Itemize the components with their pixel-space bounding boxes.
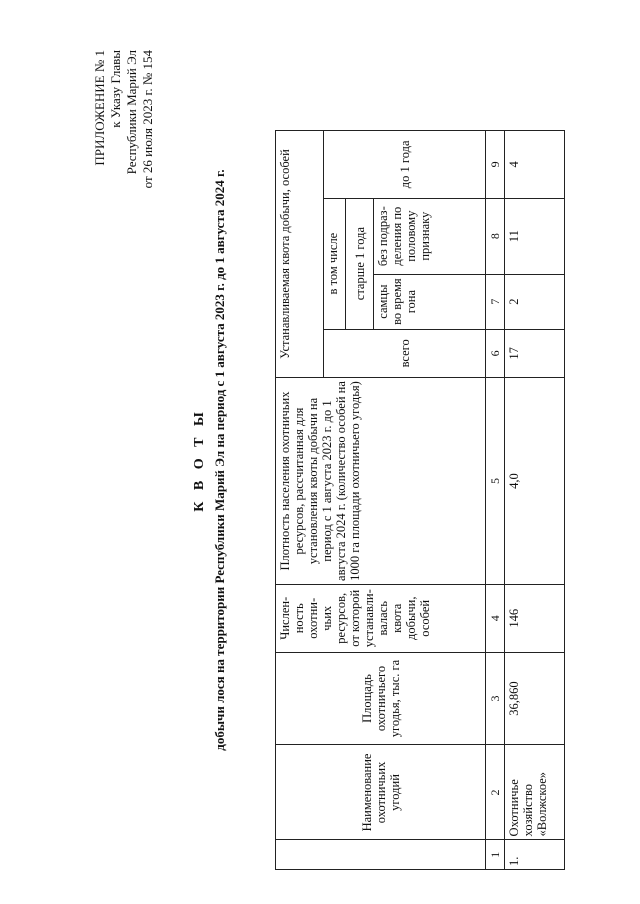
document-title: К В О Т Ы <box>192 408 207 512</box>
column-number: 8 <box>486 198 505 274</box>
table-row <box>505 131 565 870</box>
header-density: Плотность населения охотничьих ресурсов, рассчитанная для установления квоты добычи на период с 1 августа 2023 г. до 1 августа 2024 г. (количество особей на 1000 га площади охотничьего угодья) <box>276 378 486 585</box>
header-col1 <box>276 840 486 870</box>
header-no-sex-division: без подраз-деления по половому признаку <box>374 198 486 274</box>
row-name: Охотничье хозяйство «Волжское» <box>505 745 565 840</box>
row-young: 4 <box>505 131 565 199</box>
header-older-than-one: старше 1 года <box>346 198 374 329</box>
column-number: 3 <box>486 652 505 745</box>
rotated-document-page <box>80 50 549 870</box>
header-population-count: Числен-ность охотни-чьих ресурсов, от которой устанавли-валась квота добычи, особей <box>276 585 486 653</box>
header-males-rut: самцы во время гона <box>374 274 486 329</box>
row-total: 17 <box>505 329 565 378</box>
header-hunting-grounds: Наименование охотничьих угодий <box>276 745 486 840</box>
column-number: 1 <box>486 840 505 870</box>
header-area: Площадь охотничьего угодья, тыс. га <box>276 652 486 745</box>
column-number: 9 <box>486 131 505 199</box>
row-density: 4,0 <box>505 378 565 585</box>
appendix-line: Республики Марий Эл <box>124 50 139 175</box>
column-number: 4 <box>486 585 505 653</box>
row-males: 2 <box>505 274 565 329</box>
header-in-number: в том числе <box>324 198 346 329</box>
header-under-one-year: до 1 года <box>324 131 486 199</box>
header-quota-group: Устанавливаемая квота добычи, особей <box>276 131 324 378</box>
appendix-line: к Указу Главы <box>108 50 123 128</box>
column-number: 2 <box>486 745 505 840</box>
column-number: 6 <box>486 329 505 378</box>
appendix-date-line: от 26 июля 2023 г. № 154 <box>140 50 155 189</box>
appendix-block <box>92 50 156 188</box>
header-total: всего <box>324 329 486 378</box>
row-count: 146 <box>505 585 565 653</box>
column-number: 5 <box>486 378 505 585</box>
quota-table <box>275 130 565 870</box>
row-area: 36,860 <box>505 652 565 745</box>
row-nosex: 11 <box>505 198 565 274</box>
column-number: 7 <box>486 274 505 329</box>
row-number: 1. <box>505 840 565 870</box>
document-subtitle: добычи лося на территории Республики Марий Эл на период с 1 августа 2023 г. до 1 августа 2024 г. <box>212 169 227 751</box>
appendix-line: ПРИЛОЖЕНИЕ № 1 <box>92 50 107 166</box>
